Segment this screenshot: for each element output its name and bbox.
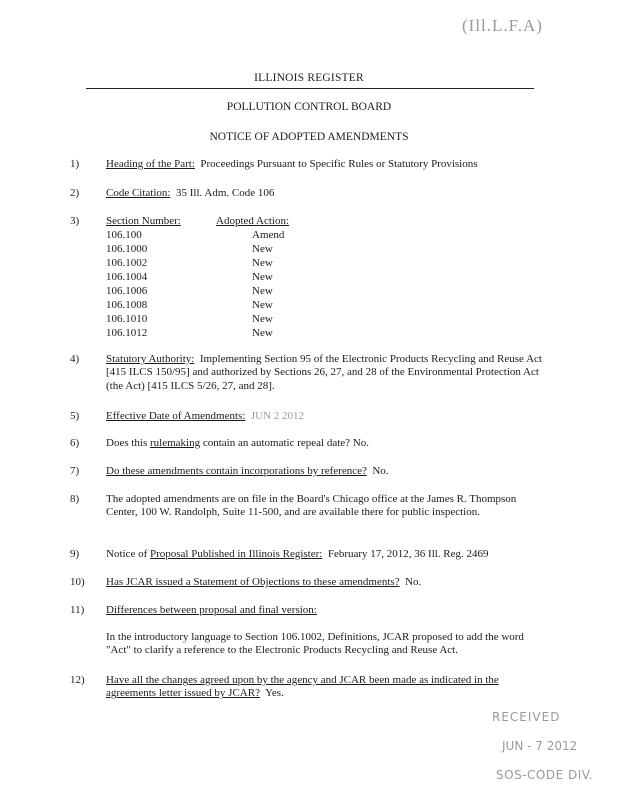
item-5-label: Effective Date of Amendments: [106,410,246,422]
item-2-number: 2) [70,187,80,199]
item-7-number: 7) [70,465,80,477]
item-9-label: Proposal Published in Illinois Register: [149,548,323,560]
section-number-header: Section Number: [106,215,181,227]
item-12-text: Yes. [265,687,284,700]
notice-title: NOTICE OF ADOPTED AMENDMENTS [209,131,409,143]
item-6-pre: Does this [106,437,150,449]
effective-date-stamp: JUN 2 2012 [250,410,305,422]
section-number: 106.1012 [106,327,148,339]
adopted-action: New [252,327,273,339]
item-12-label: Have all the changes agreed upon by the agency and JCAR been made as indicated in the agreements letter issued by JCAR? [106,674,499,700]
section-number: 106.100 [106,229,142,241]
item-8-number: 8) [70,493,80,505]
item-1-label: Heading of the Part: [106,158,195,170]
item-7-text: No. [372,465,389,477]
adopted-action: New [252,313,273,325]
adopted-action: New [252,257,273,269]
item-2-text: 35 Ill. Adm. Code 106 [175,187,275,199]
section-number: 106.1006 [106,285,148,297]
section-number: 106.1002 [106,257,148,269]
item-9-number: 9) [70,548,80,560]
adopted-action-header: Adopted Action: [216,215,290,227]
item-3-number: 3) [70,215,80,227]
adopted-action: New [252,271,273,283]
adopted-action: Amend [252,229,285,241]
item-6-text: contain an automatic repeal date? No. [200,437,370,449]
item-7-label: Do these amendments contain incorporations by reference? [106,465,367,477]
top-stamp: (Ill.L.F.A) [462,16,543,35]
section-number: 106.1010 [106,313,148,325]
section-number: 106.1000 [106,243,148,255]
item-2 [106,187,274,200]
adopted-action: New [252,285,273,297]
item-11-number: 11) [70,604,85,616]
item-10-label: Has JCAR issued a Statement of Objections to these amendments? [106,576,400,588]
item-4-label: Statutory Authority: [106,353,195,365]
item-2-label: Code Citation: [106,187,171,199]
item-5 [106,410,304,423]
received-stamp-dept: SOS-CODE DIV. [496,768,594,782]
adopted-action: New [252,299,273,311]
received-stamp-title: RECEIVED [492,710,561,724]
item-9-text: February 17, 2012, 36 Ill. Reg. 2469 [327,548,489,560]
item-6-number: 6) [70,437,80,449]
item-10-number: 10) [70,576,85,588]
item-7 [106,465,389,478]
item-1-number: 1) [70,158,80,170]
item-10 [106,576,421,589]
item-11-text: In the introductory language to Section 106.1002, Definitions, JCAR proposed to add the word "Act" to clarify a reference to the Electronic Products Recycling and Reuse Act. [106,631,524,657]
header-rule [86,88,534,89]
item-12 [106,674,542,701]
item-11-label: Differences between proposal and final version: [106,604,317,616]
section-number: 106.1004 [106,271,148,283]
item-1 [106,158,478,171]
item-4-number: 4) [70,353,80,365]
item-9 [106,548,489,561]
item-6 [106,437,369,450]
item-8-text: The adopted amendments are on file in the Board's Chicago office at the James R. Thompson Center, 100 W. Randolph, Suite 11-500, and are available there for public inspection. [106,493,517,519]
item-9-pre: Notice of [106,548,150,560]
section-number: 106.1008 [106,299,148,311]
item-4 [106,353,542,393]
item-6-label: rulemaking [150,437,201,449]
item-12-number: 12) [70,674,85,686]
item-4-text: Implementing Section 95 of the Electronic Products Recycling and Reuse Act [415 ILCS 150/95] and authorized by Sections 26, 27, and 28 of the Environmental Protection Act (the Act) [415 ILCS 5/26, 27, and 28]. [106,353,542,392]
adopted-action: New [252,243,273,255]
item-1-text: Proceedings Pursuant to Specific Rules or Statutory Provisions [200,158,478,170]
item-5-number: 5) [70,410,80,422]
register-title: ILLINOIS REGISTER [254,72,364,84]
received-stamp-date: JUN - 7 2012 [502,739,578,753]
agency-title: POLLUTION CONTROL BOARD [226,101,392,113]
item-10-text: No. [405,576,422,588]
